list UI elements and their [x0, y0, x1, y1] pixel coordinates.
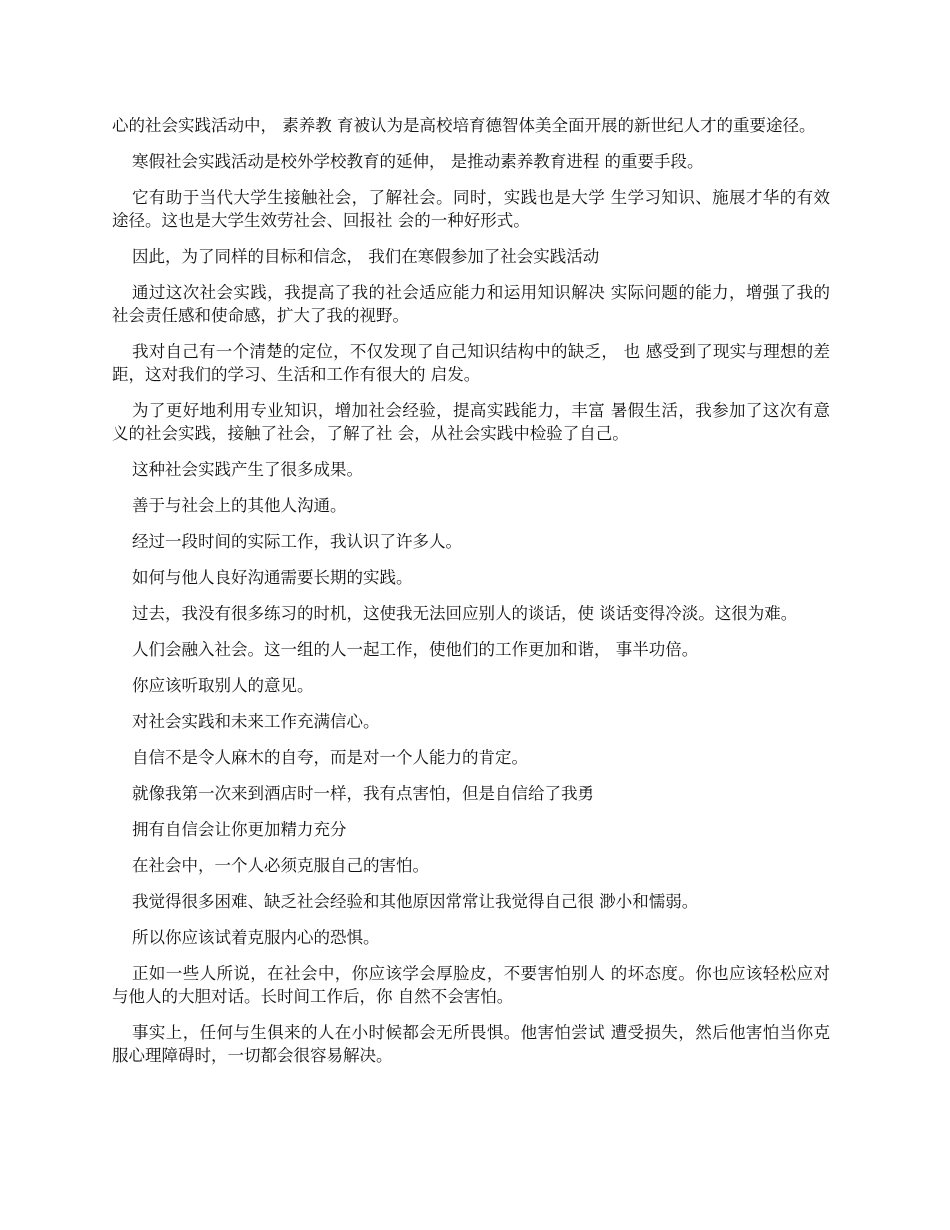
paragraph: 因此，为了同样的目标和信念， 我们在寒假参加了社会实践活动 — [132, 247, 600, 266]
paragraph: 为了更好地利用专业知识，增加社会经验，提高实践能力，丰富 暑假生活，我参加了这次有意义的社会实践，接触了社会，了解了社 会，从社会实践中检验了自己。 — [112, 401, 830, 443]
paragraph: 正如一些人所说，在社会中，你应该学会厚脸皮，不要害怕别人 的坏态度。你也应该轻松应对与他人的大胆对话。长时间工作后，你 自然不会害怕。 — [112, 964, 830, 1006]
document-body — [112, 114, 830, 1080]
paragraph: 如何与他人良好沟通需要长期的实践。 — [132, 568, 413, 587]
paragraph: 过去，我没有很多练习的时机，这使我无法回应别人的谈话，使 谈话变得冷淡。这很为难。 — [132, 604, 798, 623]
paragraph: 拥有自信会让你更加精力充分 — [132, 820, 347, 839]
paragraph: 你应该听取别人的意见。 — [132, 676, 314, 695]
paragraph: 对社会实践和未来工作充满信心。 — [132, 712, 380, 731]
paragraph: 自信不是令人麻木的自夸，而是对一个人能力的肯定。 — [132, 748, 528, 767]
paragraph: 这种社会实践产生了很多成果。 — [132, 460, 363, 479]
paragraph: 事实上，任何与生俱来的人在小时候都会无所畏惧。他害怕尝试 遭受损失，然后他害怕当你克服心理障碍时，一切都会很容易解决。 — [112, 1023, 830, 1065]
paragraph: 我对自己有一个清楚的定位，不仅发现了自己知识结构中的缺乏， 也 感受到了现实与理想的差距，这对我们的学习、生活和工作有很大的 启发。 — [112, 342, 830, 384]
paragraph: 经过一段时间的实际工作，我认识了许多人。 — [132, 532, 462, 551]
paragraph: 在社会中，一个人必须克服自己的害怕。 — [132, 856, 429, 875]
paragraph: 它有助于当代大学生接触社会，了解社会。同时，实践也是大学 生学习知识、施展才华的有效途径。这也是大学生效劳社会、回报社 会的一种好形式。 — [112, 188, 830, 230]
paragraph: 所以你应该试着克服内心的恐惧。 — [132, 928, 380, 947]
paragraph: 通过这次社会实践，我提高了我的社会适应能力和运用知识解决 实际问题的能力，增强了我的社会责任感和使命感，扩大了我的视野。 — [112, 283, 830, 325]
paragraph: 寒假社会实践活动是校外学校教育的延伸， 是推动素养教育进程 的重要手段。 — [132, 152, 704, 171]
paragraph: 就像我第一次来到酒店时一样，我有点害怕，但是自信给了我勇 — [132, 784, 594, 803]
paragraph: 心的社会实践活动中， 素养教 育被认为是高校培育德智体美全面开展的新世纪人才的重要途径。 — [112, 116, 816, 135]
paragraph: 善于与社会上的其他人沟通。 — [132, 496, 347, 515]
paragraph: 人们会融入社会。这一组的人一起工作，使他们的工作更加和谐， 事半功倍。 — [132, 640, 699, 659]
paragraph: 我觉得很多困难、缺乏社会经验和其他原因常常让我觉得自己很 渺小和懦弱。 — [132, 892, 699, 911]
